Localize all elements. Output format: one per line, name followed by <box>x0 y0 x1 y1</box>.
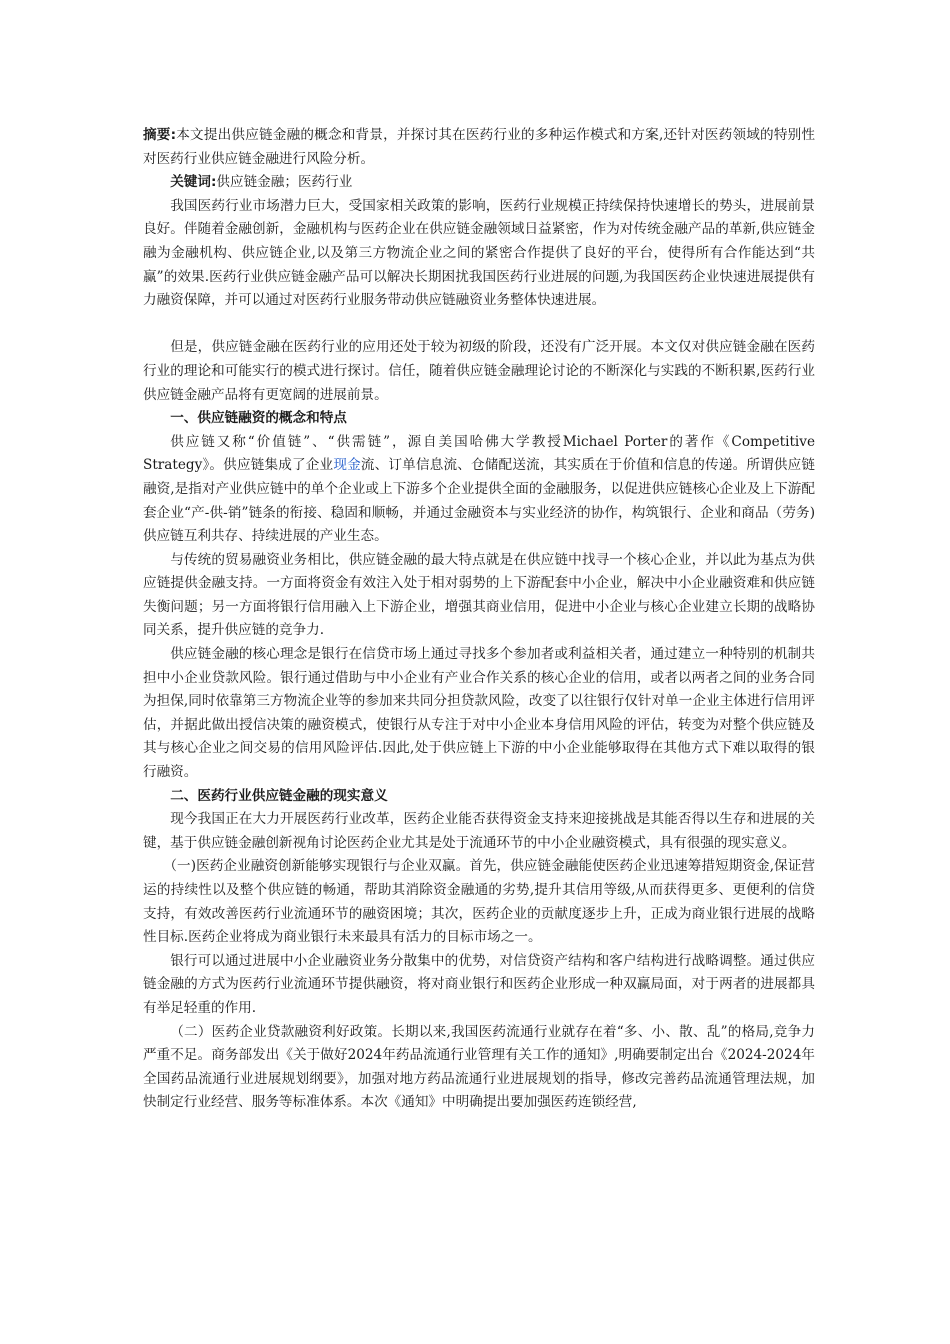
section-heading-2: 二、医药行业供应链金融的现实意义 <box>170 787 388 804</box>
abstract-label: 摘要: <box>143 127 177 143</box>
paragraph-reform: 现今我国正在大力开展医药行业改革，医药企业能否获得资金支持来迎接挑战是其能否得以生存和进展的关键，基于供应链金融创新视角讨论医药企业尤其是处于流通环节的中小企业融资模式，具有很强的现实意义。 <box>143 811 815 851</box>
paragraph-policy: （二）医药企业贷款融资利好政策。长期以来,我国医药流通行业就存在着“多、小、散、乱”的格局,竞争力严重不足。商务部发出《关于做好2024年药品流通行业管理有关工作的通知》,明确要制定出台《2024-2024年全国药品流通行业进展规划纲要》，加强对地方药品流通行业进展规划的指导，修改完善药品流通管理法规，加快制定行业经营、服务等标准体系。本次《通知》中明确提出要加强医药连锁经营, <box>143 1023 815 1111</box>
cash-link[interactable]: 现金 <box>333 457 361 474</box>
abstract-paragraph <box>143 124 815 171</box>
paragraph-supply-chain-definition <box>143 431 815 549</box>
paragraph-characteristics: 与传统的贸易融资业务相比，供应链金融的最大特点就是在供应链中找寻一个核心企业，并以此为基点为供应链提供金融支持。一方面将资金有效注入处于相对弱势的上下游配套中小企业，解决中小企业融资难和供应链失衡问题；另一方面将银行信用融入上下游企业，增强其商业信用，促进中小企业与核心企业建立长期的战略协同关系，提升供应链的竞争力. <box>143 551 815 639</box>
paragraph-current-status: 但是，供应链金融在医药行业的应用还处于较为初级的阶段，还没有广泛开展。本文仅对供应链金融在医药行业的理论和可能实行的模式进行探讨。信任，随着供应链金融理论讨论的不断深化与实践的不断积累,医药行业供应链金融产品将有更宽阔的进展前景。 <box>143 339 815 403</box>
paragraph-intro: 我国医药行业市场潜力巨大，受国家相关政策的影响，医药行业规模正持续保持快速增长的势头，进展前景良好。伴随着金融创新，金融机构与医药企业在供应链金融领域日益紧密，作为对传统金融产品的革新,供应链金融为金融机构、供应链企业,以及第三方物流企业之间的紧密合作提供了良好的平台，使得所有合作能达到“共赢”的效果.医药行业供应链金融产品可以解决长期困扰我国医药行业进展的问题,为我国医药企业快速进展提供有力融资保障，并可以通过对医药行业服务带动供应链融资业务整体快速进展。 <box>143 197 815 309</box>
paragraph-text-part: 供应链又称“价值链”、“供需链”，源自美国哈佛大学教授Michael Porter的著作《Competitive Strategy》。供应链集成了企业 <box>143 433 815 474</box>
keywords-paragraph <box>143 171 815 195</box>
abstract-text: 本文提出供应链金融的概念和背景，并探讨其在医药行业的多种运作模式和方案,还针对医药领域的特别性对医药行业供应链金融进行风险分析。 <box>143 127 815 167</box>
section-heading-1: 一、供应链融资的概念和特点 <box>170 410 347 427</box>
document-body <box>143 124 815 1115</box>
keywords-text: 供应链金融；医药行业 <box>216 174 353 191</box>
paragraph-bank-strategy: 银行可以通过进展中小企业融资业务分散集中的优势，对信贷资产结构和客户结构进行战略调整。通过供应链金融的方式为医药行业流通环节提供融资，将对商业银行和医药企业形成一种双赢局面，对于两者的进展都具有举足轻重的作用. <box>143 952 815 1016</box>
paragraph-text-part: 流、订单信息流、仓储配送流，其实质在于价值和信息的传递。所谓供应链融资,是指对产业供应链中的单个企业或上下游多个企业提供全面的金融服务，以促进供应链核心企业及上下游配套企业“产-供-销”链条的衔接、稳固和顺畅，并通过金融资本与实业经济的协作，构筑银行、企业和商品（劳务)供应链互利共存、持续进展的产业生态。 <box>143 457 816 545</box>
paragraph-core-concept: 供应链金融的核心理念是银行在信贷市场上通过寻找多个参加者或利益相关者，通过建立一种特别的机制共担中小企业贷款风险。银行通过借助与中小企业有产业合作关系的核心企业的信用，或者以两者之间的业务合同为担保,同时依靠第三方物流企业等的参加来共同分担贷款风险，改变了以往银行仅针对单一企业主体进行信用评估，并据此做出授信决策的融资模式，使银行从专注于对中小企业本身信用风险的评估，转变为对整个供应链及其与核心企业之间交易的信用风险评估.因此,处于供应链上下游的中小企业能够取得在其他方式下难以取得的银行融资。 <box>143 646 815 781</box>
blank-line <box>143 313 815 337</box>
keywords-label: 关键词: <box>170 174 217 191</box>
paragraph-win-win: （一)医药企业融资创新能够实现银行与企业双赢。首先，供应链金融能使医药企业迅速筹措短期资金,保证营运的持续性以及整个供应链的畅通，帮助其消除资金融通的劣势,提升其信用等级,从而获得更多、更便利的信贷支持，有效改善医药行业流通环节的融资困境；其次，医药企业的贡献度逐步上升，正成为商业银行进展的战略性目标.医药企业将成为商业银行未来最具有活力的目标市场之一。 <box>143 858 815 946</box>
